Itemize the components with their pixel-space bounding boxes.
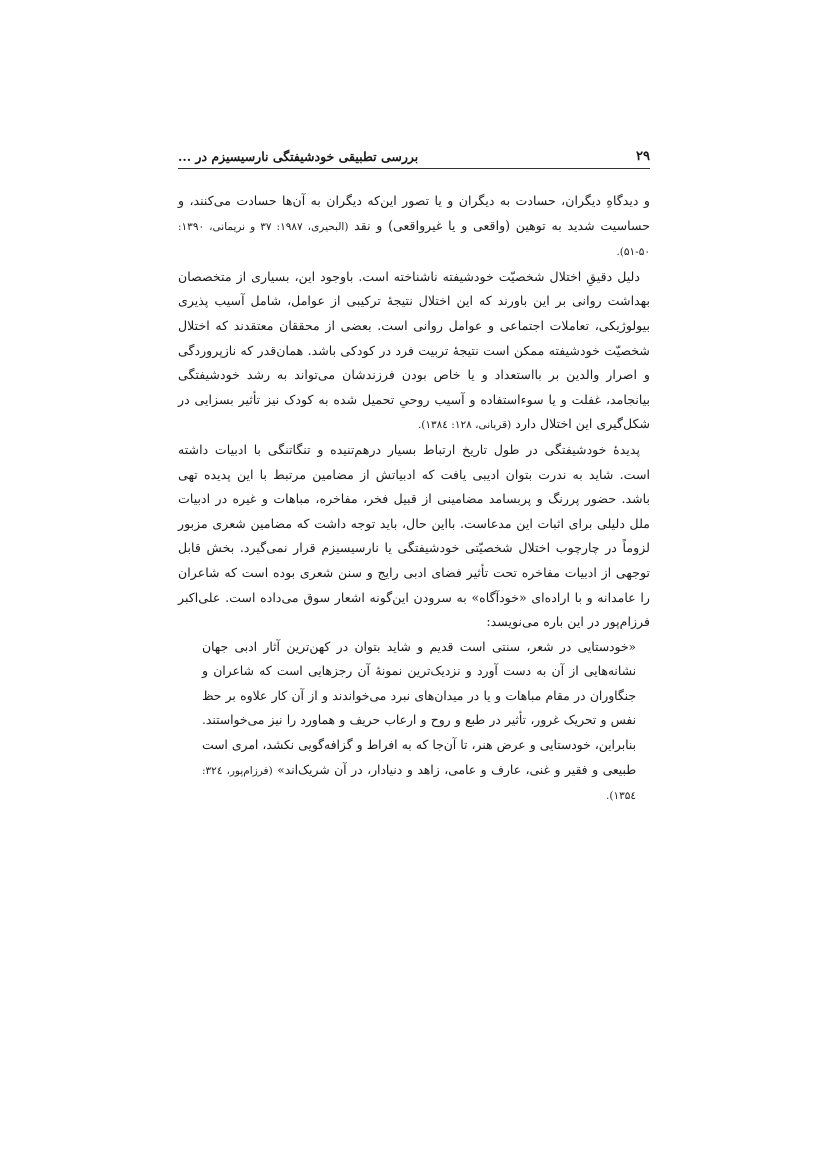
citation: (فرزام‌پور، ۳۲٤: ۱۳۵٤). [202, 764, 636, 803]
page-number: ۲۹ [636, 149, 650, 164]
citation: (قربانی، ۱۲۸: ۱۳۸٤). [417, 419, 512, 432]
paragraph [178, 438, 650, 635]
paragraph [178, 265, 650, 438]
block-quote [178, 635, 650, 809]
paragraph [178, 189, 650, 265]
page [178, 140, 650, 809]
running-title: بررسی تطبیقی خودشیفتگی نارسیسیزم در ... [178, 149, 419, 164]
quote-text: «خودستایی در شعر، سنتی است قدیم و شاید بتوان در کهن‌ترین آثار ادبی جهان نشانه‌هایی از آن به دست آورد و نزدیک‌ترین نمونهٔ آن رجزهایی است که شاعران و جنگاوران در مقام مباهات و یا در میدان‌های نبرد می‌خواندند و از آن کار علاوه بر حظ نفس و تحریک غرور، تأثیر در طبع و روح و ارعاب حریف و هماورد را نیز می‌خواستند. بنابراین، خودستایی و عرض هنر، تا آن‌جا که به افراط و گزافه‌گویی نکشد، امری است طبیعی و فقیر و غنی، عارف و عامی، زاهد و دنیادار، در آن شریک‌اند» [202, 639, 636, 777]
paragraph-text: و دیدگاهِ دیگران، حسادت به دیگران و یا تصور این‌که دیگران به آن‌ها حسادت می‌کنند، و حساسیت شدید به توهین (واقعی و یا غیرواقعی) و نقد [178, 193, 650, 233]
page-header [178, 140, 650, 169]
paragraph-text: دلیل دقیقِ اختلال شخصیّت خودشیفته ناشناخته است. باوجود این، بسیاری از متخصصان بهداشت روانی بر این باورند که این اختلال نتیجهٔ ترکیبی از عوامل، شامل آسیب پذیری بیولوژیکی، تعاملات اجتماعی و عوامل روانی است. بعضی از محققان معتقدند که اختلال شخصیّت خودشیفته ممکن است نتیجهٔ تربیت فرد در کودکی باشد. همان‌قدر که نازپروردگی و اصرار والدین بر بااستعداد و یا خاص بودن فرزندشان می‌تواند به رشد خودشیفتگی بیانجامد، غفلت و یا سوءاستفاده و آسیب روحیِ تحمیل شده به کودک نیز تأثیر بسزایی در شکل‌گیری این اختلال دارد [178, 268, 650, 432]
citation: (البحیری، ۱۹۸۷: ۳۷ و نریمانی، ۱۳۹۰: ۵۰-۵۱). [178, 220, 650, 259]
paragraph-text: پدیدهٔ خودشیفتگی در طول تاریخ ارتباط بسیار درهم‌تنیده و تنگاتنگی با ادبیات داشته است. شاید به ندرت بتوان ادیبی یافت که ادبیاتش از مضامین مرتبط با این پدیده تهی باشد. حضور پررنگ و پربسامد مضامینی از قبیل فخر، مفاخره، مباهات و غیره در ادبیات ملل دلیلی برای اثبات این مدعاست. بااین حال، باید توجه داشت که مضامین شعری مزبور لزوماً در چارچوب اختلال شخصیّتی خودشیفتگی یا نارسیسیزم قرار نمی‌گیرد. بخش قابل توجهی از ادبیات مفاخره تحت تأثیر فضای ادبی رایج و سنن شعری بوده است که شاعران را عامدانه و با اراده‌ای «خودآگاه» به سرودن این‌گونه اشعار سوق می‌داده است. علی‌اکبر فرزام‌پور در این باره می‌نویسد: [178, 441, 650, 630]
article-body [178, 189, 650, 809]
